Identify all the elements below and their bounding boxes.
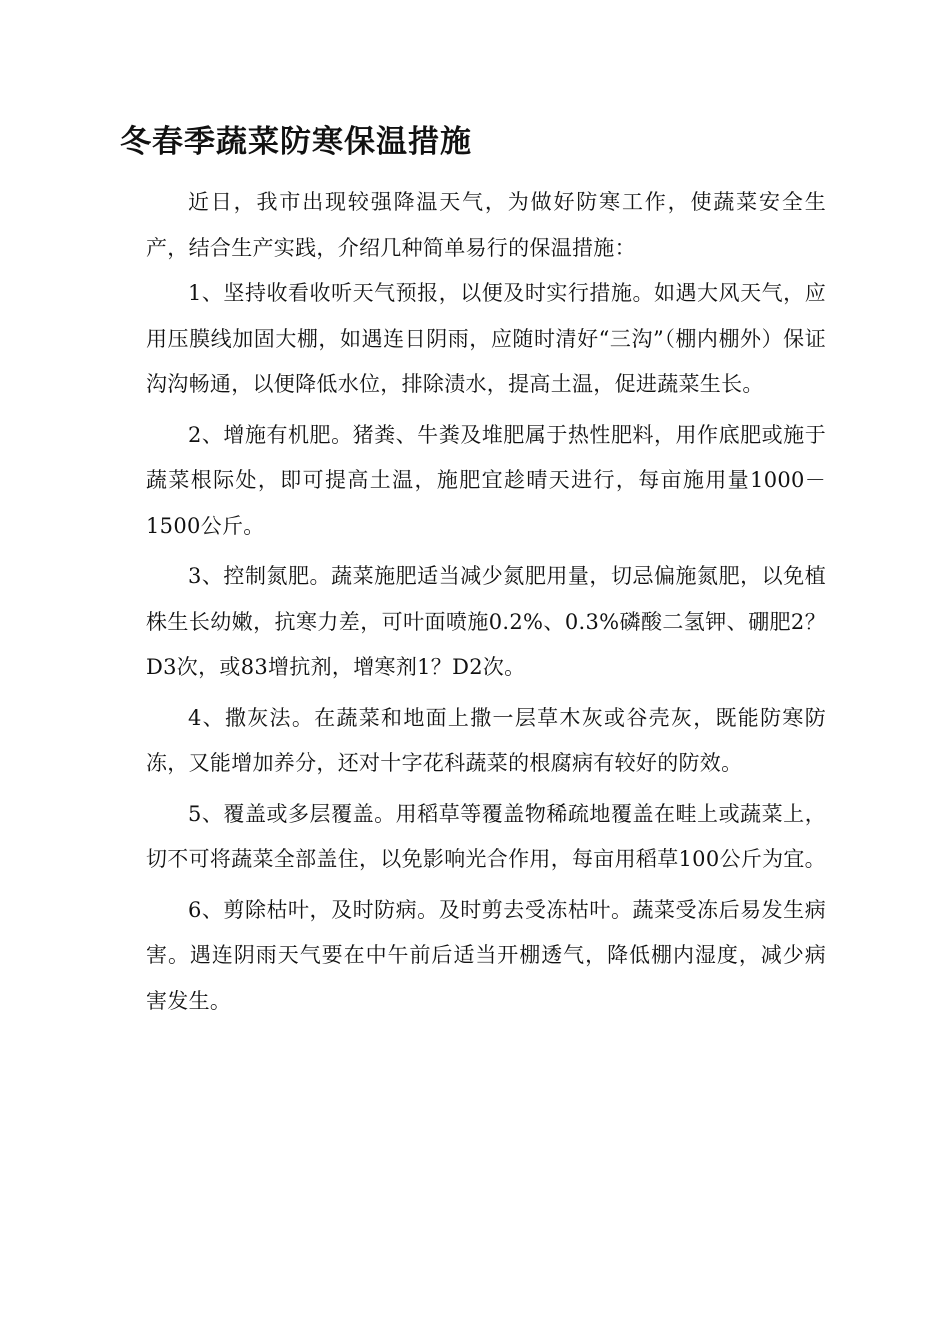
measure-paragraph-6: 6、剪除枯叶，及时防病。及时剪去受冻枯叶。蔬菜受冻后易发生病害。遇连阴雨天气要在中午前后适当开棚透气，降低棚内湿度，减少病害发生。 [146, 897, 826, 1013]
title-container [0, 118, 950, 166]
intro-paragraph: 近日，我市出现较强降温天气，为做好防寒工作，使蔬菜安全生产，结合生产实践，介绍几种简单易行的保温措施： [146, 190, 826, 260]
measure-paragraph-5: 5、覆盖或多层覆盖。用稻草等覆盖物稀疏地覆盖在畦上或蔬菜上，切不可将蔬菜全部盖住，以免影响光合作用，每亩用稻草100公斤为宜。 [146, 801, 826, 871]
measure-paragraph-4: 4、撒灰法。在蔬菜和地面上撒一层草木灰或谷壳灰，既能防寒防冻，又能增加养分，还对十字花科蔬菜的根腐病有较好的防效。 [146, 705, 826, 775]
measure-paragraph-1: 1、坚持收看收听天气预报，以便及时实行措施。如遇大风天气，应用压膜线加固大棚，如遇连日阴雨，应随时清好“三沟”（棚内棚外）保证沟沟畅通，以便降低水位，排除渍水，提高土温，促进蔬菜生长。 [146, 281, 826, 396]
document-title: 冬春季蔬菜防寒保温措施 [120, 124, 472, 160]
document-body [146, 180, 826, 1029]
measure-paragraph-3: 3、控制氮肥。蔬菜施肥适当减少氮肥用量，切忌偏施氮肥，以免植株生长幼嫩，抗寒力差，可叶面喷施0.2%、0.3%磷酸二氢钾、硼肥2？D3次，或83增抗剂，增寒剂1？D2次。 [146, 564, 826, 679]
measure-paragraph-2: 2、增施有机肥。猪粪、牛粪及堆肥属于热性肥料，用作底肥或施于蔬菜根际处，即可提高土温，施肥宜趁晴天进行，每亩施用量1000－1500公斤。 [146, 422, 826, 538]
